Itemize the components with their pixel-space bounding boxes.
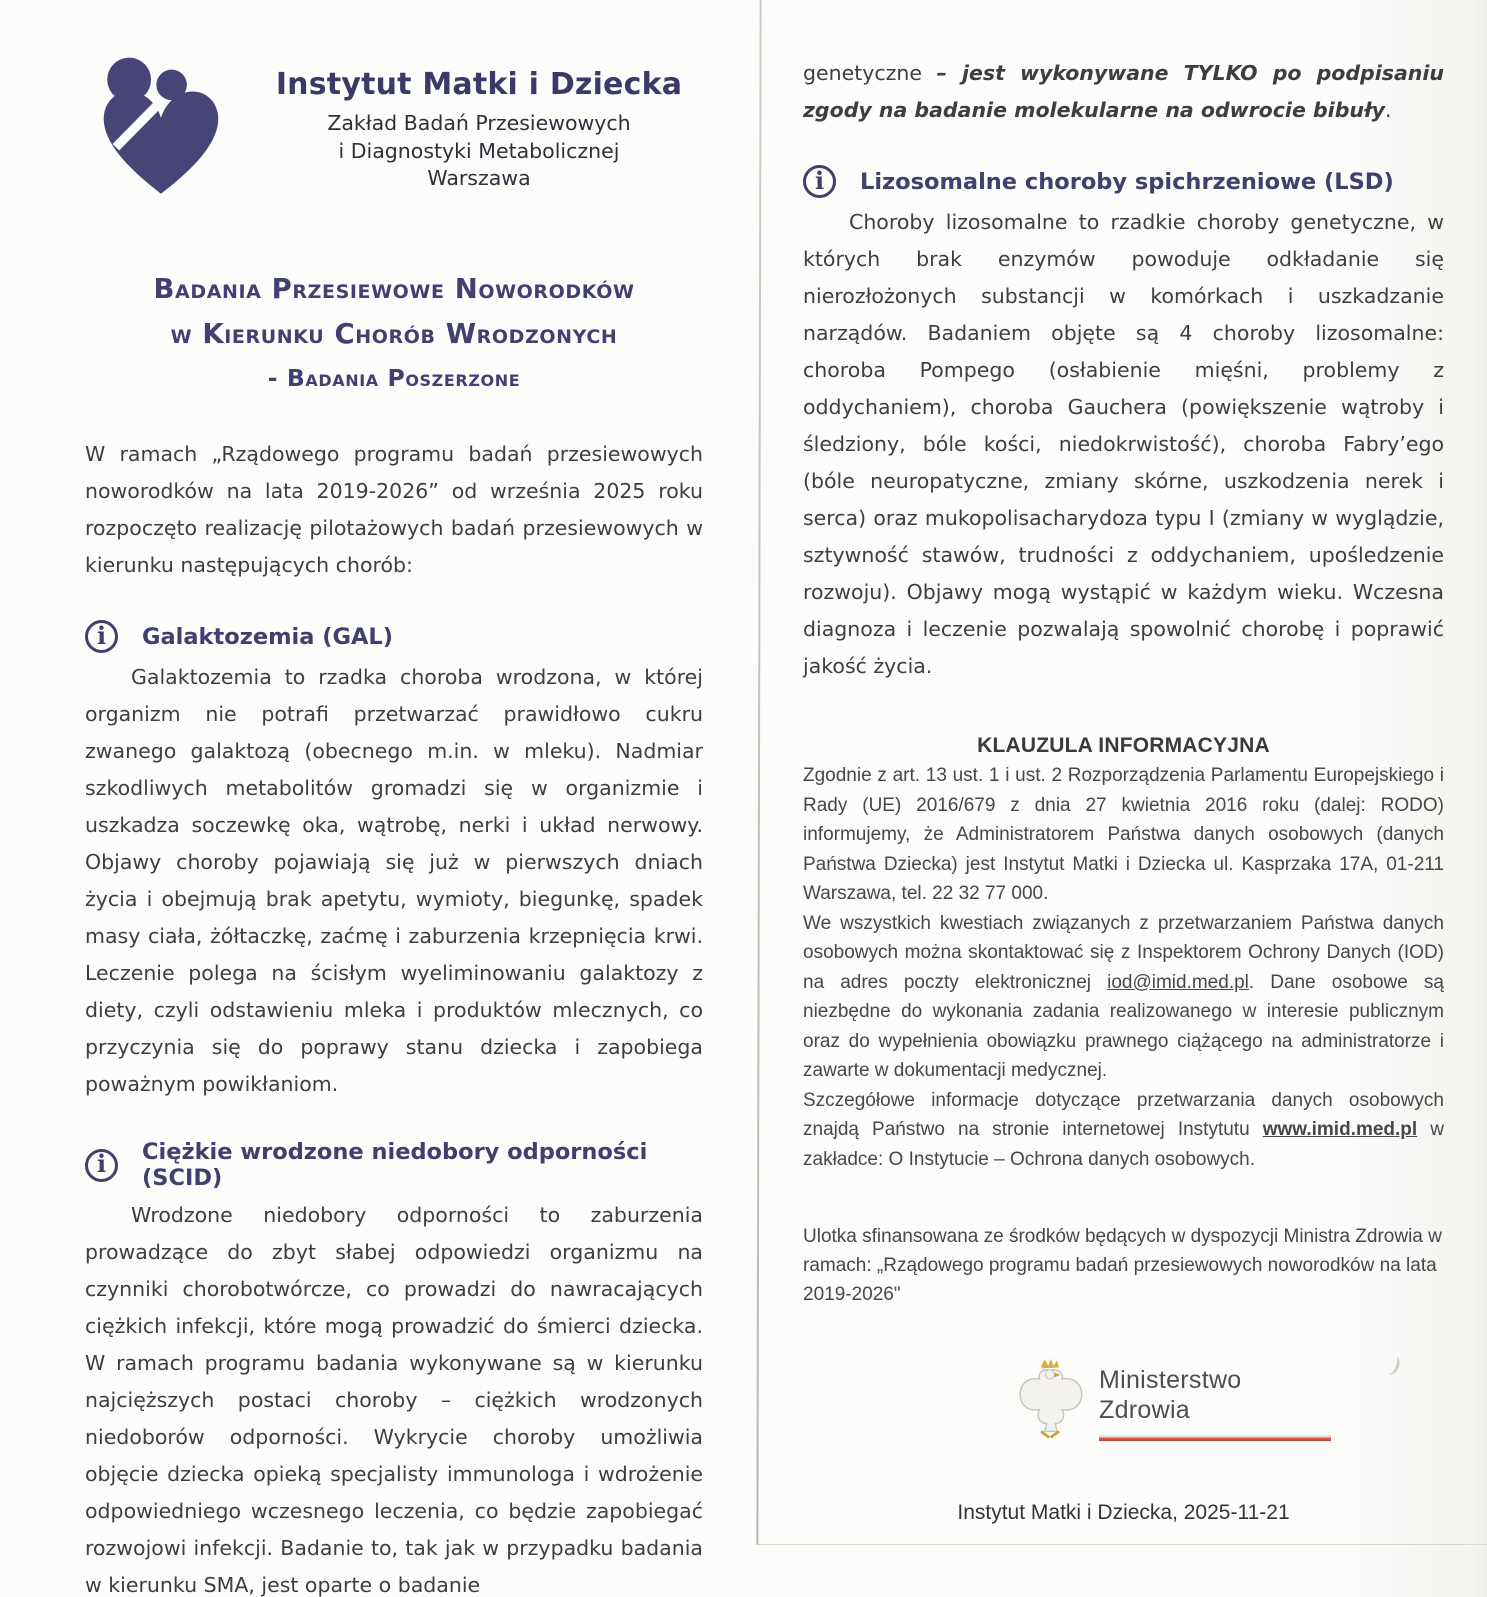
ministry-of-health-logo	[1015, 1355, 1444, 1443]
org-text-block	[255, 67, 703, 193]
title-line-1: Badania Przesiewowe Noworodków	[153, 273, 635, 305]
info-icon: i	[85, 1149, 118, 1182]
fold-crease-horizontal	[757, 1544, 1487, 1545]
document-title	[85, 267, 703, 400]
intro-paragraph: W ramach „Rządowego programu badań przesiewowych noworodków na lata 2019-2026” od września 2025 roku rozpoczęto realizację pilotażowych badań przesiewowych w kierunku następujących chorób:	[85, 442, 703, 577]
section-heading-lsd	[803, 165, 1444, 198]
lsd-paragraph: Choroby lizosomalne to rzadkie choroby genetyczne, w których brak enzymów powoduje odkładanie się nierozłożonych substancji w komórkach i uszkadzanie narządów. Badaniem objęte są 4 choroby lizosomalne: choroba Pompego (osłabienie mięśni, problemy z oddychaniem), choroba Gauchera (powiększenie wątroby i śledziony, bóle kości, niedokrwistość), choroba Fabry’ego (bóle neuropatyczne, zmiany skórne, uszkodzenia nerek i serca) oraz mukopolisacharydoza typu I (zmiany w wyglądzie, sztywność stawów, trudności z oddychaniem, upośledzenie rozwoju). Objawy mogą wystąpić w każdym wieku. Wczesna diagnoza i leczenie pozwalają spowolnić chorobę i poprawić jakość życia.	[803, 210, 1444, 678]
section-title-gal: Galaktozemia (GAL)	[142, 623, 394, 650]
org-dept-line1: Zakład Badań Przesiewowych	[327, 111, 631, 135]
mother-child-heart-logo-icon	[85, 57, 237, 203]
title-line-2: w Kierunku Chorób Wrodzonych	[170, 318, 618, 350]
continuation-normal: genetyczne	[803, 61, 937, 85]
klauzula-p2-text: We wszystkich kwestiach związanych z przetwarzaniem Państwa danych osobowych można skontaktować się z Inspektorem Ochrony Danych (IOD) na adres poczty elektronicznej	[803, 912, 1444, 993]
klauzula-p2-text-after: . Dane osobowe są niezbędne do wykonania zadania realizowanego w interesie publicznym oraz do wypełnienia obowiązku prawnego ciążącego na administratorze i zawarte w dokumentacji medycznej.	[803, 971, 1444, 1081]
info-icon: i	[803, 165, 836, 198]
klauzula-paragraph-3	[803, 1086, 1444, 1175]
section-title-scid: Ciężkie wrodzone niedobory odporności (SCID)	[142, 1139, 648, 1191]
title-line-3: - Badania Poszerzone	[267, 364, 521, 392]
scid-paragraph: Wrodzone niedobory odporności to zaburzenia prowadzące do zbyt słabej odpowiedzi organizmu na czynniki chorobotwórcze, co prowadzi do nawracających ciężkich infekcji, które mogą prowadzić do śmierci dziecka. W ramach programu badania wykonywane są w kierunku najcięższych postaci choroby – ciężkich wrodzonych niedoborów odporności. Wykrycie choroby umożliwia objęcie dziecka opieką specjalisty immunologa i wdrożenie odpowiedniego wczesnego leczenia, co będzie zapobiegać rozwojowi infekcji. Badanie to, tak jak w przypadku badania w kierunku SMA, jest oparte o badanie	[85, 1203, 703, 1597]
continuation-period: .	[1385, 98, 1392, 122]
continuation-paragraph	[803, 55, 1444, 129]
info-icon: i	[85, 620, 118, 653]
klauzula-paragraph-1: Zgodnie z art. 13 ust. 1 i ust. 2 Rozporządzenia Parlamentu Europejskiego i Rady (UE) 2016/679 z dnia 27 kwietnia 2016 roku (dalej: RODO) informujemy, że Administratorem Państwa danych osobowych (danych Państwa Dziecka) jest Instytut Matki i Dziecka ul. Kasprzaka 17A, 01-211 Warszawa, tel. 22 32 77 000.	[803, 765, 1444, 904]
email-link[interactable]: iod@imid.med.pl	[1107, 971, 1249, 993]
org-dept-line2: i Diagnostyki Metabolicznej	[338, 138, 620, 163]
fold-crease-vertical	[756, 0, 761, 1545]
polish-eagle-icon	[1015, 1355, 1085, 1443]
org-city: Warszawa	[427, 166, 531, 190]
ministry-line2: Zdrowia	[1099, 1396, 1191, 1424]
klauzula-heading: KLAUZULA INFORMACYJNA	[977, 734, 1270, 757]
continuation-emphasis: – jest wykonywane TYLKO po podpisaniu zgody na badanie molekularne na odwrocie bibuły	[803, 61, 1444, 122]
website-link[interactable]: www.imid.med.pl	[1262, 1119, 1418, 1140]
footer-note: Instytut Matki i Dziecka, 2025-11-21	[957, 1501, 1290, 1524]
ministry-text	[1099, 1355, 1331, 1441]
klauzula-paragraph-2	[803, 909, 1444, 1086]
section-heading-gal	[85, 620, 703, 653]
left-column	[85, 55, 703, 1597]
section-title-lsd: Lizosomalne choroby spichrzeniowe (LSD)	[860, 168, 1394, 195]
klauzula-block	[803, 731, 1444, 1174]
ministry-line1: Ministerstwo	[1099, 1366, 1242, 1394]
funding-note: Ulotka sfinansowana ze środków będących w dyspozycji Ministra Zdrowia w ramach: „Rządowego programu badań przesiewowych noworodków na lata 2019-2026"	[803, 1226, 1442, 1305]
section-heading-scid	[85, 1139, 703, 1191]
klauzula-p3-text: Szczegółowe informacje dotyczące przetwarzania danych osobowych znajdą Państwo na stronie internetowej Instytutu	[803, 1089, 1444, 1140]
gal-paragraph: Galaktozemia to rzadka choroba wrodzona, w której organizm nie potrafi przetwarzać prawidłowo cukru zwanego galaktozą (obecnego m.in. w mleku). Nadmiar szkodliwych metabolitów gromadzi się w organizmie i uszkadza soczewkę oka, wątrobę, nerki i układ nerwowy. Objawy choroby pojawiają się już w pierwszych dniach życia i obejmują brak apetytu, wymioty, biegunkę, spadek masy ciała, żółtaczkę, zaćmę i zaburzenia krzepnięcia krwi. Leczenie polega na ścisłym wyeliminowaniu galaktozy z diety, czyli odstawieniu mleka i produktów mlecznych, co przyczynia się do poprawy stanu dziecka i zapobiega poważnym powikłaniom.	[85, 665, 703, 1096]
right-column	[803, 55, 1444, 1525]
klauzula-p3-text-after: w zakładce: O Instytucie – Ochrona danych osobowych.	[803, 1119, 1444, 1170]
org-header	[85, 55, 703, 203]
flag-underline	[1099, 1435, 1331, 1441]
org-name: Instytut Matki i Dziecka	[275, 67, 683, 102]
